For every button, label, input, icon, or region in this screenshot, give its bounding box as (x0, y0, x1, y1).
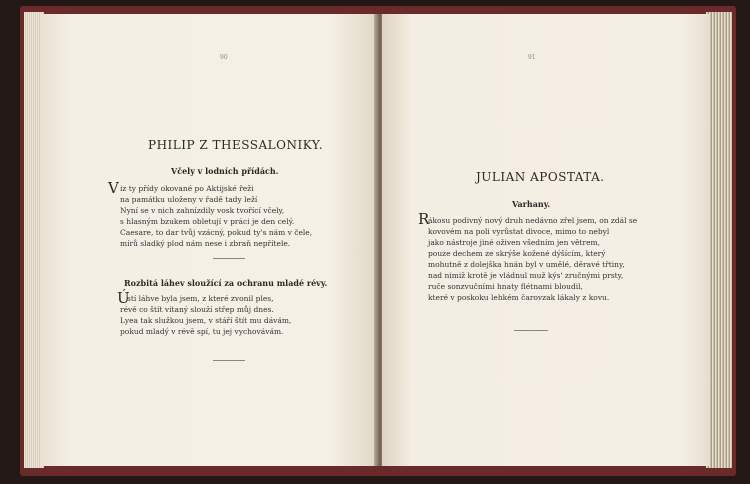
poem-line: pokud mladý v révě spí, tu jej vychovávám. (120, 327, 284, 336)
poem-heading: Rozbitá láhev sloužící za ochranu mladé révy. (124, 278, 328, 288)
drop-cap: R (418, 210, 430, 228)
section-divider (213, 360, 245, 361)
poem-line: pouze dechem ze skrýše kožené dýšícím, který (428, 249, 606, 258)
right-page (382, 14, 710, 466)
poem-line: které v poskoku lehkém čarovzak lákaly z kovu. (428, 293, 610, 302)
poem-line: Lyea tak služkou jsem, v stáří štít mu dávám, (120, 316, 292, 325)
poem-line: iz ty přídy okované po Aktijské řeži (120, 184, 254, 193)
poem-line: révě co štít vítaný slouží střep můj dnes. (120, 305, 274, 314)
poem-line: kovovém na poli vyrůstat divoce, mimo to nebyl (428, 227, 610, 236)
drop-cap: V (108, 179, 119, 197)
poem-line: nad nimiž krotě je vládnul muž kýs' zručnými prsty, (428, 271, 624, 280)
poem-line: jako nástroje jiné oživen všedním jen větrem, (428, 238, 601, 247)
poem-line: na památku uloženy v řadě tady leží (120, 195, 258, 204)
page-title: PHILIP Z THESSALONIKY. (148, 138, 324, 152)
section-divider (213, 258, 245, 259)
poem-line: Nyní se v nich zahnízdily vosk tvořící včely, (120, 206, 285, 215)
poem-heading: Varhany. (512, 199, 551, 209)
poem-line: Caesare, to dar tvůj vzácný, pokud ty's nám v čele, (120, 228, 313, 237)
left-page (40, 14, 378, 466)
page-title: JULIAN APOSTATA. (476, 170, 605, 184)
page-number: 91 (528, 54, 536, 61)
poem-line: ákosu podivný nový druh nedávno zřel jsem, on zdál se (428, 216, 638, 225)
poem-line: mírů sladký plod nám nese i zbraň nepřítele. (120, 239, 291, 248)
poem-line: stí láhve byla jsem, z které zvonil ples, (127, 294, 274, 303)
poem-line: ruče sonzvučními hnaty flétnami bloudil, (428, 282, 583, 291)
page-number: 90 (220, 54, 228, 61)
section-divider (514, 330, 548, 331)
poem-heading: Včely v lodních přídách. (171, 166, 279, 176)
poem-line: mohutně z dolejška hnán byl v umělé, děravé třtiny, (428, 260, 625, 269)
poem-line: s hlasným bzukem obletují v práci je den celý. (120, 217, 295, 226)
drop-cap: Ú (117, 289, 130, 307)
